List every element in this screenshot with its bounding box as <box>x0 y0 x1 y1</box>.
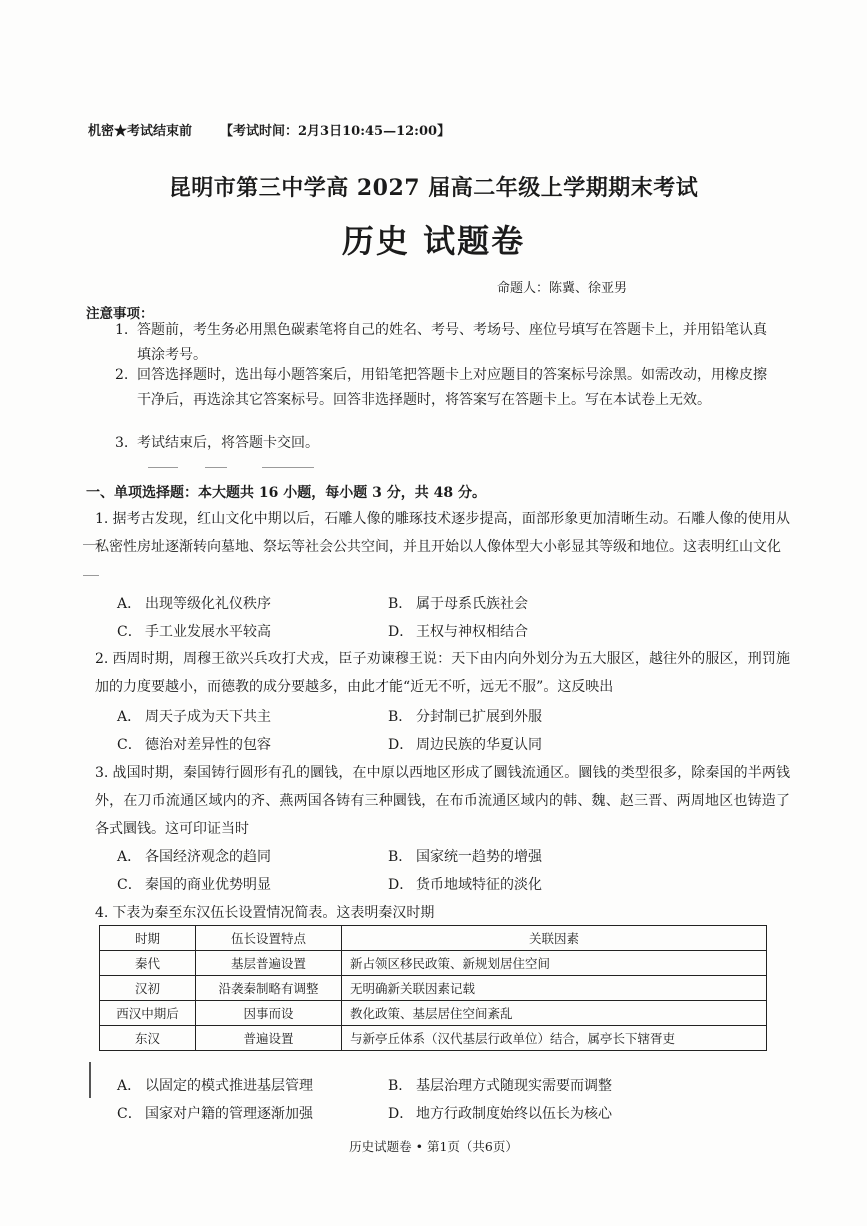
option-letter: C． <box>117 877 142 893</box>
table-cell: 教化政策、基层居住空间紊乱 <box>342 1001 767 1026</box>
notes-heading: 注意事项： <box>86 306 154 322</box>
note-number: 2. <box>115 367 129 383</box>
authors: 命题人：陈冀、徐亚男 <box>497 281 628 296</box>
scan-mark <box>262 467 314 468</box>
question-text: 下表为秦至东汉伍长设置情况简表。这表明秦汉时期 <box>112 905 435 921</box>
wuzhang-table <box>99 925 767 1051</box>
note-text: 答题前，考生务必用黑色碳素笔将自己的姓名、考号、考场号、座位号填写在答题卡上，并用铅笔认真填涂考号。 <box>137 322 767 363</box>
section-heading: 一、单项选择题：本大题共 16 小题，每小题 3 分，共 48 分。 <box>86 485 486 501</box>
question-text: 西周时期，周穆王欲兴兵攻打犬戎，臣子劝谏穆王说：天下由内向外划分为五大服区，越往外的服区，刑罚施加的力度要越小，而德教的成分要越多，由此才能“近无不听，远无不服”。这反映出 <box>95 651 790 695</box>
confidential-label: 机密★考试结束前 <box>88 124 193 139</box>
option-text: 王权与神权相结合 <box>416 624 528 640</box>
scan-mark <box>148 467 178 468</box>
option-letter: A． <box>117 709 142 725</box>
question-1-stem <box>95 505 790 561</box>
option-letter: C． <box>117 624 142 640</box>
option-letter: A． <box>117 596 142 612</box>
question-3-stem <box>95 759 790 843</box>
exam-time: 【考试时间：2月3日10:45—12:00】 <box>220 124 451 139</box>
question-2-option-a[interactable] <box>117 706 271 726</box>
option-text: 出现等级化礼仪秩序 <box>145 596 271 612</box>
question-number: 3. <box>95 765 109 781</box>
option-text: 国家对户籍的管理逐渐加强 <box>145 1106 313 1122</box>
question-2-option-c[interactable] <box>117 734 271 754</box>
option-text: 货币地域特征的淡化 <box>416 877 542 893</box>
option-text: 周边民族的华夏认同 <box>416 737 542 753</box>
question-3-option-b[interactable] <box>388 846 542 866</box>
question-4-stem <box>95 899 790 927</box>
question-text: 战国时期，秦国铸行圆形有孔的圜钱，在中原以西地区形成了圜钱流通区。圜钱的类型很多，除秦国的半两钱外，在刀币流通区域内的齐、燕两国各铸有三种圜钱，在布币流通区域内的韩、魏、赵三晋、两周地区也铸造了各式圜钱。这可印证当时 <box>95 765 790 837</box>
question-1-option-a[interactable] <box>117 593 271 613</box>
table-cell: 与新亭丘体系（汉代基层行政单位）结合，属亭长下辖胥吏 <box>342 1026 767 1051</box>
school-title: 昆明市第三中学高 2027 届高二年级上学期期末考试 <box>168 175 699 201</box>
question-2-stem <box>95 645 790 701</box>
option-text: 地方行政制度始终以伍长为核心 <box>416 1106 612 1122</box>
table-header-cell: 伍长设置特点 <box>196 926 342 951</box>
question-2-option-d[interactable] <box>388 734 542 754</box>
table-header-row <box>100 926 767 951</box>
question-3-option-c[interactable] <box>117 874 271 894</box>
option-letter: B． <box>388 709 413 725</box>
scan-mark <box>89 1062 91 1098</box>
question-1-option-b[interactable] <box>388 593 528 613</box>
option-letter: D． <box>388 877 414 893</box>
option-text: 德治对差异性的包容 <box>145 737 271 753</box>
option-text: 各国经济观念的趋同 <box>145 849 271 865</box>
option-letter: B． <box>388 849 413 865</box>
question-number: 4. <box>95 905 109 921</box>
table-row <box>100 1026 767 1051</box>
option-text: 分封制已扩展到外服 <box>416 709 542 725</box>
table-cell: 汉初 <box>100 976 196 1001</box>
option-text: 周天子成为天下共主 <box>145 709 271 725</box>
question-number: 2. <box>95 651 109 667</box>
question-2-option-b[interactable] <box>388 706 542 726</box>
option-letter: B． <box>388 596 413 612</box>
option-letter: D． <box>388 624 414 640</box>
option-letter: B． <box>388 1078 413 1094</box>
option-text: 属于母系氏族社会 <box>416 596 528 612</box>
table-cell: 沿袭秦制略有调整 <box>196 976 342 1001</box>
option-text: 手工业发展水平较高 <box>145 624 271 640</box>
option-letter: A． <box>117 849 142 865</box>
option-letter: A． <box>117 1078 142 1094</box>
table-header-cell: 时期 <box>100 926 196 951</box>
header-line <box>88 120 450 139</box>
option-text: 秦国的商业优势明显 <box>145 877 271 893</box>
table-header-cell: 关联因素 <box>342 926 767 951</box>
table-cell: 秦代 <box>100 951 196 976</box>
question-4-option-c[interactable] <box>117 1103 313 1123</box>
question-text: 据考古发现，红山文化中期以后，石雕人像的雕琢技术逐步提高，面部形象更加清晰生动。石雕人像的使用从私密性房址逐渐转向墓地、祭坛等社会公共空间，并且开始以人像体型大小彰显其等级和地位。这表明红山文化 <box>95 511 790 555</box>
note-text: 回答选择题时，选出每小题答案后，用铅笔把答题卡上对应题目的答案标号涂黑。如需改动，用橡皮擦干净后，再选涂其它答案标号。回答非选择题时，将答案写在答题卡上。写在本试卷上无效。 <box>137 367 767 408</box>
table-cell: 西汉中期后 <box>100 1001 196 1026</box>
table-cell: 东汉 <box>100 1026 196 1051</box>
question-3-option-a[interactable] <box>117 846 271 866</box>
question-1-option-c[interactable] <box>117 621 271 641</box>
note-item <box>115 431 775 456</box>
table-cell: 无明确新关联因素记载 <box>342 976 767 1001</box>
note-item <box>115 363 775 413</box>
note-number: 3. <box>115 435 129 451</box>
table-cell: 新占领区移民政策、新规划居住空间 <box>342 951 767 976</box>
scan-mark <box>205 467 227 468</box>
table-row <box>100 1001 767 1026</box>
note-number: 1. <box>115 322 129 338</box>
option-letter: C． <box>117 737 142 753</box>
note-item <box>115 318 775 368</box>
question-4-option-d[interactable] <box>388 1103 612 1123</box>
table-cell: 因事而设 <box>196 1001 342 1026</box>
paper-title: 历史 试题卷 <box>341 222 526 260</box>
option-letter: C． <box>117 1106 142 1122</box>
table-row <box>100 976 767 1001</box>
option-letter: D． <box>388 1106 414 1122</box>
question-1-option-d[interactable] <box>388 621 528 641</box>
option-text: 基层治理方式随现实需要而调整 <box>416 1078 612 1094</box>
table-row <box>100 951 767 976</box>
option-text: 国家统一趋势的增强 <box>416 849 542 865</box>
question-3-option-d[interactable] <box>388 874 542 894</box>
scan-mark <box>83 575 99 576</box>
table-cell: 基层普遍设置 <box>196 951 342 976</box>
question-number: 1. <box>95 511 109 527</box>
option-letter: D． <box>388 737 414 753</box>
question-4-option-a[interactable] <box>117 1075 313 1095</box>
question-4-option-b[interactable] <box>388 1075 612 1095</box>
option-text: 以固定的模式推进基层管理 <box>145 1078 313 1094</box>
table-cell: 普遍设置 <box>196 1026 342 1051</box>
page-footer: 历史试题卷 • 第1页（共6页） <box>349 1139 518 1154</box>
note-text: 考试结束后，将答题卡交回。 <box>137 435 319 451</box>
